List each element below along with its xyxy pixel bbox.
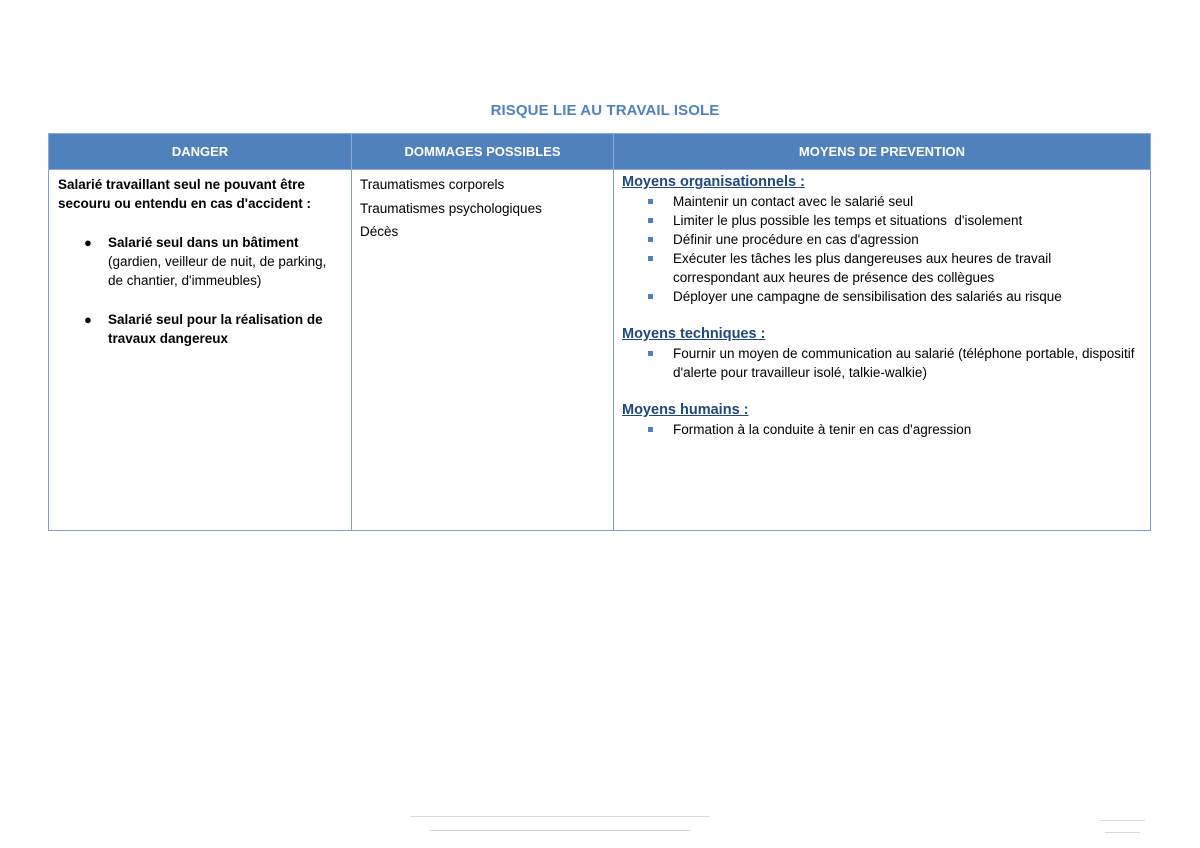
square-bullet-icon [648,294,653,299]
header-dommages: DOMMAGES POSSIBLES [352,134,614,170]
dommage-item: Traumatismes corporels [360,177,505,192]
list-item-text: Maintenir un contact avec le salarié seul [673,194,914,209]
square-bullet-icon [648,237,653,242]
dommage-item: Traumatismes psychologiques [360,200,542,216]
square-bullet-icon [648,218,653,223]
dommage-item: Décès [360,224,399,239]
danger-cell [49,170,352,531]
moyens-list [622,192,1142,306]
list-item-text: Limiter le plus possible les temps et situations d'isolement [673,213,1023,228]
list-item [622,230,1142,249]
danger-item [58,233,343,290]
danger-list [58,233,343,348]
list-item-text: Fournir un moyen de communication au salarié (téléphone portable, dispositif d'alerte pour travailleur isolé, talkie-walkie) [673,346,1135,380]
page-title: RISQUE LIE AU TRAVAIL ISOLE [490,102,720,119]
square-bullet-icon [648,256,653,261]
list-item [622,420,1142,439]
table-row [49,170,1151,531]
moyens-heading: Moyens organisationnels : [622,174,805,190]
list-item [622,344,1142,382]
scan-artifact [410,816,710,817]
square-bullet-icon [648,427,653,432]
risk-table [48,133,1151,531]
table-header-row [49,134,1151,170]
list-item [622,249,1142,287]
danger-item-title: Salarié seul dans un bâtiment [108,235,299,250]
moyens-list [622,420,1142,439]
dommages-cell [352,170,614,531]
bullet-dot-icon: ● [84,312,92,327]
moyens-heading: Moyens techniques : [622,326,766,342]
moyens-techniques-section [622,324,1142,382]
bullet-dot-icon: ● [84,235,92,250]
square-bullet-icon [648,351,653,356]
moyens-heading: Moyens humains : [622,402,749,418]
square-bullet-icon [648,199,653,204]
scan-artifact [430,830,690,831]
danger-item-title: Salarié seul pour la réalisation de travaux dangereux [108,312,323,346]
danger-item-desc: (gardien, veilleur de nuit, de parking, de chantier, d'immeubles) [108,254,327,288]
scan-artifact [1100,820,1145,821]
danger-item [58,310,343,348]
moyens-organisationnels-section [622,172,1142,306]
list-item [622,211,1142,230]
list-item-text: Formation à la conduite à tenir en cas d'agression [673,422,972,437]
list-item-text: Déployer une campagne de sensibilisation des salariés au risque [673,289,1062,304]
list-item [622,192,1142,211]
danger-intro: Salarié travaillant seul ne pouvant être secouru ou entendu en cas d'accident : [58,177,312,211]
list-item-text: Définir une procédure en cas d'agression [673,232,919,247]
header-moyens: MOYENS DE PREVENTION [614,134,1151,170]
list-item [622,287,1142,306]
list-item-text: Exécuter les tâches les plus dangereuses aux heures de travail correspondant aux heures de présence des collègues [673,251,1052,285]
scan-artifact [1105,832,1140,833]
moyens-humains-section [622,400,1142,439]
header-danger: DANGER [49,134,352,170]
moyens-list [622,344,1142,382]
moyens-cell [614,170,1151,531]
